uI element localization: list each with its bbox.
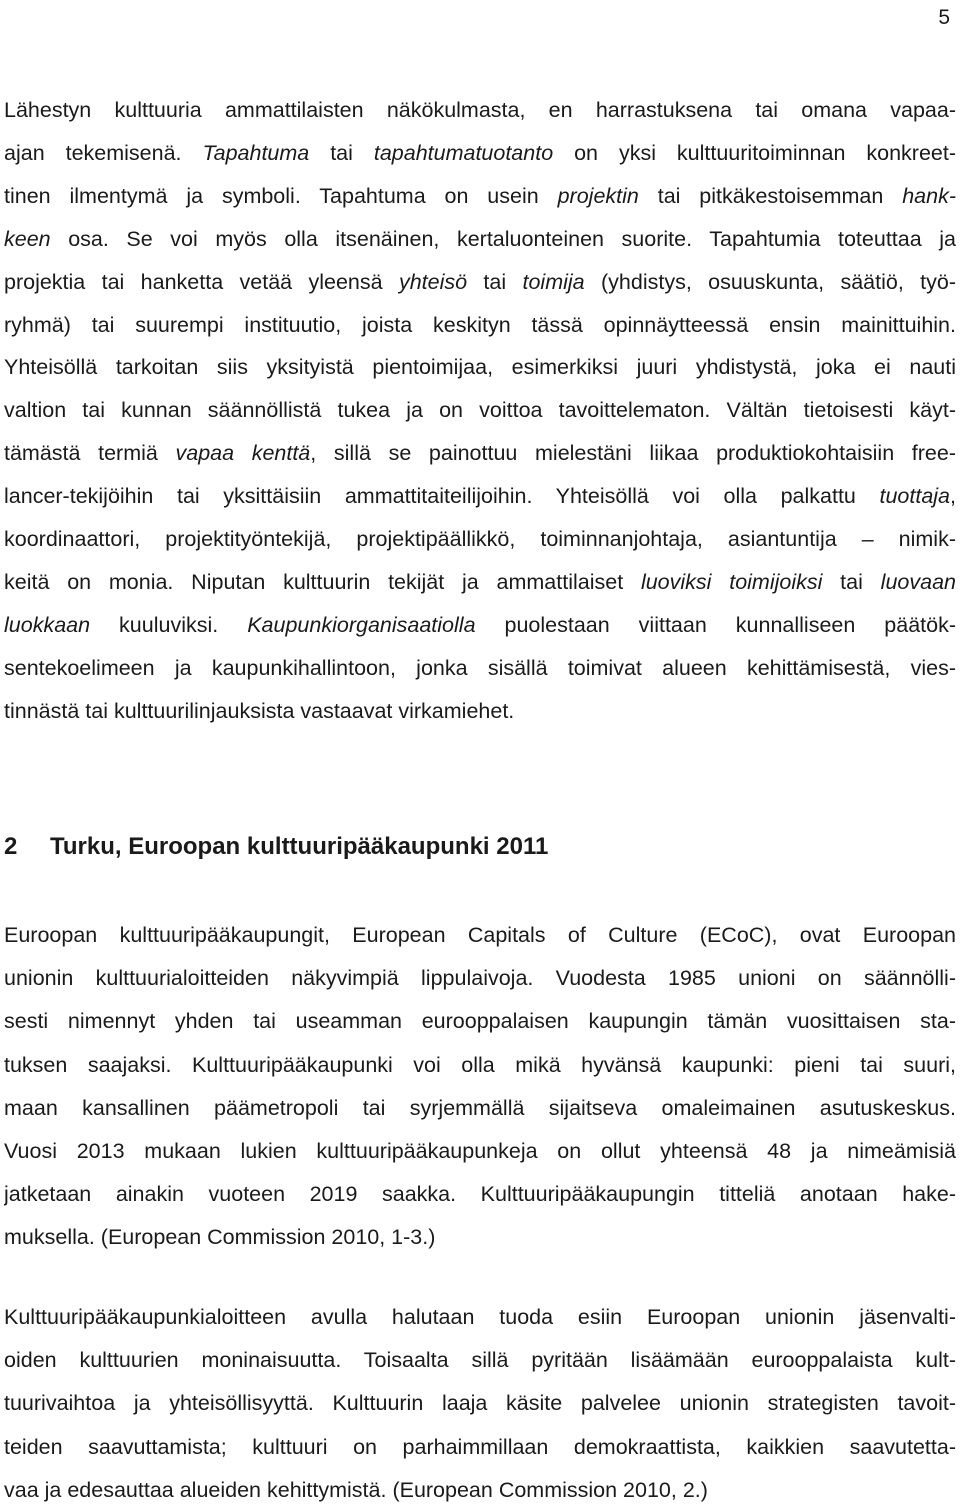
section-heading [4, 831, 548, 863]
italic-term: tapahtumatuotanto [373, 140, 554, 165]
text-run: Vuosi 2013 mukaan lukien kulttuuripääkaupunkeja on ollut yhteensä 48 ja nimeämisiä [4, 1139, 956, 1163]
text-run: valtion tai kunnan säännöllistä tukea ja on voittoa tavoittelematon. Vältän tietoisesti käyt- [4, 398, 956, 423]
text-run: teiden saavuttamista; kulttuuri on parhaimmillaan demokraattista, kaikkien saavutetta- [4, 1434, 956, 1459]
italic-term: tuottaja [879, 484, 951, 509]
text-line [4, 1180, 956, 1208]
text-line [4, 1007, 956, 1035]
italic-term: keen [4, 226, 51, 251]
text-run: muksella. (European Commission 2010, 1-3.) [4, 1225, 436, 1250]
text-line [4, 139, 956, 167]
page-number: 5 [938, 6, 950, 29]
text-run: , [950, 484, 956, 509]
text-run: kuuluviksi. [90, 612, 248, 637]
text-run: tuurivaihtoa ja yhteisöllisyyttä. Kulttuurin laaja käsite palvelee unionin strategisten tavoit- [4, 1391, 956, 1416]
text-run: jatketaan ainakin vuoteen 2019 saakka. Kulttuuripääkaupungin titteliä anotaan hake- [4, 1182, 956, 1207]
text-run: tinen ilmentymä ja symboli. Tapahtuma on usein [4, 183, 558, 208]
italic-term: toimija [522, 269, 585, 294]
italic-term: luoviksi toimijoiksi [640, 569, 823, 594]
italic-term: vapaa kenttä [175, 441, 311, 466]
text-line [4, 1094, 956, 1122]
text-run: koordinaattori, projektityöntekijä, projektipäällikkö, toiminnanjohtaja, asiantuntija – nimik- [4, 527, 956, 551]
text-run: Kulttuuripääkaupunkialoitteen avulla halutaan tuoda esiin Euroopan unionin jäsenvalti- [4, 1305, 956, 1329]
text-run: tai pitkäkestoisemman [638, 183, 903, 208]
text-run: tai [309, 140, 374, 165]
text-line [4, 1137, 956, 1165]
text-line [4, 568, 956, 596]
text-run: tai [467, 269, 523, 294]
text-run: tämästä termiä [4, 441, 176, 466]
text-run: Euroopan kulttuuripääkaupungit, European Capitals of Culture (ECoC), ovat Euroopan [4, 923, 956, 947]
text-line [4, 964, 956, 992]
text-line [4, 921, 956, 949]
text-run: (yhdistys, osuuskunta, säätiö, työ- [584, 269, 956, 294]
text-line [4, 1433, 956, 1461]
text-line [4, 654, 956, 682]
text-run: sesti nimennyt yhden tai useamman eurooppalaisen kaupungin tämän vuosittaisen sta- [4, 1009, 956, 1034]
text-line [4, 1303, 956, 1331]
text-run: unionin kulttuurialoitteiden näkyvimpiä lippulaivoja. Vuodesta 1985 unioni on säännölli- [4, 966, 956, 991]
text-run: lancer-tekijöihin tai yksittäisiin ammattitaiteilijoihin. Yhteisöllä voi olla palkattu [4, 484, 880, 509]
text-line [4, 697, 956, 725]
text-line [4, 225, 956, 253]
text-line [4, 182, 956, 210]
text-line [4, 439, 956, 467]
italic-term: hank- [902, 183, 956, 208]
text-run: Yhteisöllä tarkoitan siis yksityistä pientoimijaa, esimerkiksi juuri yhdistystä, joka ei nauti [4, 355, 956, 380]
italic-term: projektin [557, 183, 639, 208]
text-run: tai [822, 569, 881, 594]
text-line [4, 268, 956, 296]
italic-term: yhteisö [398, 269, 468, 294]
text-line [4, 482, 956, 510]
text-run: keitä on monia. Niputan kulttuurin tekijät ja ammattilaiset [4, 569, 641, 594]
text-line [4, 1389, 956, 1417]
text-line [4, 353, 956, 381]
text-run: on yksi kulttuuritoiminnan konkreet- [553, 140, 956, 165]
text-line [4, 1223, 956, 1251]
text-run: ryhmä) tai suurempi instituutio, joista keskityn tässä opinnäytteessä ensin mainittuihin. [4, 312, 956, 337]
italic-term: Kaupunkiorganisaatiolla [247, 612, 476, 637]
text-line [4, 525, 956, 553]
text-run: oiden kulttuurien moninaisuutta. Toisaalta sillä pyritään lisäämään eurooppalaista kult- [4, 1348, 956, 1373]
italic-term: luokkaan [4, 612, 91, 637]
text-line [4, 1051, 956, 1079]
text-line [4, 1346, 956, 1374]
text-run: vaa ja edesauttaa alueiden kehittymistä. (European Commission 2010, 2.) [4, 1477, 708, 1502]
text-run: , sillä se painottuu mielestäni liikaa produktiokohtaisiin free- [310, 441, 956, 466]
text-run: ajan tekemisenä. [4, 140, 203, 165]
text-run: tuksen saajaksi. Kulttuuripääkaupunki voi olla mikä hyvänsä kaupunki: pieni tai suuri, [4, 1052, 956, 1077]
text-run: puolestaan viittaan kunnalliseen päätök- [475, 612, 956, 637]
text-run: maan kansallinen päämetropoli tai syrjemmällä sijaitseva omaleimainen asutuskeskus. [4, 1095, 956, 1120]
italic-term: luovaan [880, 569, 956, 594]
text-run: tinnästä tai kulttuurilinjauksista vastaavat virkamiehet. [4, 698, 515, 723]
text-line [4, 396, 956, 424]
text-line [4, 611, 956, 639]
section-title: Turku, Euroopan kulttuuripääkaupunki 2011 [50, 833, 549, 860]
text-line [4, 1476, 956, 1504]
text-line [4, 96, 956, 124]
section-number: 2 [4, 833, 18, 860]
italic-term: Tapahtuma [202, 140, 310, 165]
text-run: projektia tai hanketta vetää yleensä [4, 269, 399, 294]
text-run: Lähestyn kulttuuria ammattilaisten näkökulmasta, en harrastuksena tai omana vapaa- [4, 98, 956, 122]
text-run: osa. Se voi myös olla itsenäinen, kertaluonteinen suorite. Tapahtumia toteuttaa ja [50, 226, 956, 251]
text-line [4, 311, 956, 339]
text-run: sentekoelimeen ja kaupunkihallintoon, jonka sisällä toimivat alueen kehittämisestä, vies- [4, 655, 956, 680]
